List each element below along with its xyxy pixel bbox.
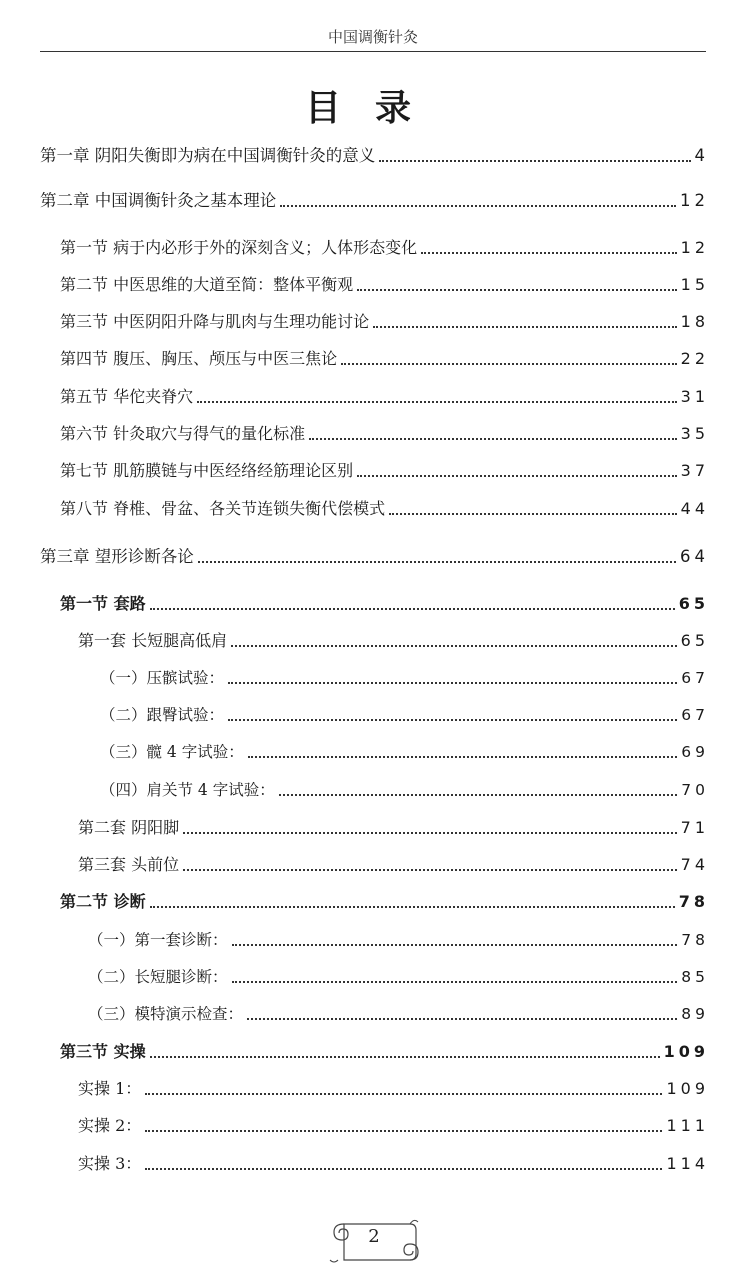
header-rule (40, 51, 706, 52)
toc-entry-page: 67 (681, 706, 709, 724)
toc-entry-page: 78 (681, 931, 709, 949)
toc-entry-label: 第三章 望形诊断各论 (40, 547, 194, 566)
toc-entry-page: 109 (666, 1079, 709, 1098)
toc-entry-page: 65 (678, 594, 709, 613)
toc-entry-chapter-3[interactable] (40, 546, 709, 568)
toc-entry-label: 第一节 套路 (60, 594, 146, 613)
toc-entry-page: 65 (680, 631, 709, 650)
toc-entry-chapter-1[interactable] (40, 145, 709, 167)
toc-leader-dots (198, 561, 676, 563)
toc-entry-page: 69 (681, 743, 709, 761)
page-title: 目录 (304, 88, 445, 129)
toc-entry-section[interactable] (60, 237, 709, 259)
toc-entry-section[interactable] (60, 423, 709, 445)
toc-entry-page: 109 (663, 1042, 709, 1061)
toc-entry-item[interactable] (100, 741, 709, 763)
toc-entry-item[interactable] (88, 1003, 709, 1025)
toc-entry-section[interactable] (60, 498, 709, 520)
toc-entry-section[interactable] (60, 274, 709, 296)
toc-entry-label: 第一节 病于内必形于外的深刻含义；人体形态变化 (60, 238, 418, 257)
toc-entry-page: 15 (680, 275, 709, 294)
toc-entry-label: 实操 3： (78, 1154, 142, 1173)
toc-entry-section[interactable] (60, 460, 709, 482)
toc-entry-page: 71 (680, 818, 709, 837)
toc-leader-dots (145, 1130, 662, 1132)
toc-entry-page: 37 (680, 461, 709, 480)
toc-entry-label: 第四节 腹压、胸压、颅压与中医三焦论 (60, 349, 338, 368)
toc-leader-dots (228, 682, 677, 684)
running-header: 中国调衡针灸 (327, 28, 418, 46)
toc-entry-label: 第二套 阴阳脚 (78, 818, 180, 837)
toc-entry-section[interactable] (60, 311, 709, 333)
toc-leader-dots (231, 645, 677, 647)
toc-entry-page: 12 (680, 238, 709, 257)
page-number: 2 (368, 1226, 380, 1247)
toc-entry-page: 44 (680, 499, 709, 518)
toc-entry-page: 111 (666, 1116, 709, 1135)
toc-entry-subsection[interactable] (78, 1115, 709, 1137)
toc-leader-dots (183, 869, 677, 871)
toc-leader-dots (150, 608, 675, 610)
toc-entry-section[interactable] (60, 593, 709, 615)
toc-leader-dots (247, 1018, 677, 1020)
toc-leader-dots (373, 326, 677, 328)
toc-entry-subsection[interactable] (78, 854, 709, 876)
toc-leader-dots (280, 205, 676, 207)
toc-entry-subsection[interactable] (78, 1153, 709, 1175)
toc-entry-label: 第五节 华佗夹脊穴 (60, 387, 194, 406)
toc-entry-label: 第八节 脊椎、骨盆、各关节连锁失衡代偿模式 (60, 499, 386, 518)
toc-entry-page: 12 (680, 191, 709, 210)
toc-entry-page: 89 (681, 1005, 709, 1023)
toc-entry-label: （四）肩关节 4 字试验： (100, 781, 275, 799)
toc-leader-dots (145, 1168, 662, 1170)
toc-entry-subsection[interactable] (78, 630, 709, 652)
toc-entry-page: 70 (681, 781, 709, 799)
toc-entry-label: 第六节 针灸取穴与得气的量化标准 (60, 424, 306, 443)
toc-entry-label: （三）模特演示检查： (88, 1005, 244, 1023)
toc-entry-label: （一）压髌试验： (100, 669, 225, 687)
toc-entry-page: 35 (680, 424, 709, 443)
toc-entry-item[interactable] (88, 929, 709, 951)
toc-entry-page: 85 (681, 968, 709, 986)
toc-leader-dots (232, 981, 678, 983)
toc-entry-section[interactable] (60, 386, 709, 408)
toc-entry-item[interactable] (100, 704, 709, 726)
toc-leader-dots (150, 906, 675, 908)
toc-leader-dots (183, 832, 677, 834)
toc-entry-item[interactable] (100, 667, 709, 689)
toc-entry-label: 实操 2： (78, 1116, 142, 1135)
toc-entry-label: 实操 1： (78, 1079, 142, 1098)
toc-leader-dots (341, 363, 677, 365)
toc-entry-label: （二）长短腿诊断： (88, 968, 228, 986)
toc-leader-dots (228, 719, 677, 721)
toc-entry-chapter-2[interactable] (40, 190, 709, 212)
toc-entry-label: （三）髋 4 字试验： (100, 743, 244, 761)
toc-leader-dots (197, 401, 677, 403)
toc-leader-dots (150, 1056, 660, 1058)
toc-entry-page: 31 (680, 387, 709, 406)
toc-entry-page: 4 (694, 146, 709, 165)
toc-leader-dots (309, 438, 677, 440)
toc-entry-section[interactable] (60, 891, 709, 913)
toc-entry-label: 第三节 实操 (60, 1042, 146, 1061)
toc-leader-dots (279, 794, 678, 796)
toc-leader-dots (357, 475, 677, 477)
toc-entry-label: 第二节 中医思维的大道至简：整体平衡观 (60, 275, 354, 294)
toc-entry-label: 第三套 头前位 (78, 855, 180, 874)
toc-entry-subsection[interactable] (78, 1078, 709, 1100)
toc-entry-item[interactable] (100, 779, 709, 801)
toc-leader-dots (389, 513, 677, 515)
toc-entry-subsection[interactable] (78, 817, 709, 839)
toc-leader-dots (421, 252, 677, 254)
toc-entry-page: 78 (678, 892, 709, 911)
toc-entry-page: 114 (666, 1154, 709, 1173)
toc-entry-label: 第一套 长短腿高低肩 (78, 631, 228, 650)
toc-leader-dots (145, 1093, 662, 1095)
toc-entry-item[interactable] (88, 966, 709, 988)
toc-entry-label: 第七节 肌筋膜链与中医经络经筋理论区别 (60, 461, 354, 480)
page-number-scroll (328, 1214, 420, 1266)
toc-entry-label: （二）跟臀试验： (100, 706, 225, 724)
toc-leader-dots (248, 756, 678, 758)
toc-entry-label: 第三节 中医阴阳升降与肌肉与生理功能讨论 (60, 312, 370, 331)
toc-entry-section[interactable] (60, 1041, 709, 1063)
toc-entry-page: 74 (680, 855, 709, 874)
toc-entry-label: （一）第一套诊断： (88, 931, 228, 949)
toc-leader-dots (357, 289, 677, 291)
toc-entry-page: 67 (681, 669, 709, 687)
toc-entry-label: 第二节 诊断 (60, 892, 146, 911)
toc-entry-section[interactable] (60, 348, 709, 370)
toc-entry-label: 第一章 阴阳失衡即为病在中国调衡针灸的意义 (40, 146, 376, 165)
toc-leader-dots (232, 944, 678, 946)
toc-entry-page: 22 (680, 349, 709, 368)
toc-entry-page: 64 (680, 547, 709, 566)
toc-entry-page: 18 (680, 312, 709, 331)
toc-entry-label: 第二章 中国调衡针灸之基本理论 (40, 191, 277, 210)
toc-leader-dots (379, 160, 690, 162)
